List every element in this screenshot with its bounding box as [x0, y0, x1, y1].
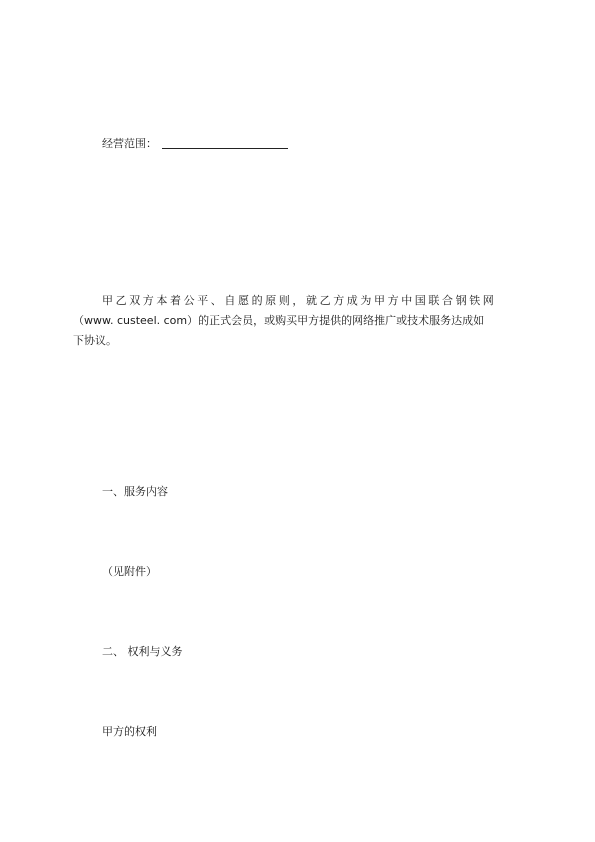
service-content-heading: 一、服务内容 — [102, 485, 168, 498]
see-attachment-note: （见附件） — [102, 565, 157, 578]
agreement-line-2: （www. custeel. com）的正式会员，或购买甲方提供的网络推广或技术服务达成如 — [73, 314, 485, 327]
agreement-paragraph — [73, 291, 528, 351]
agreement-line-1: 甲乙双方本着公平、自愿的原则，就乙方成为甲方中国联合钢铁网 — [102, 294, 497, 307]
party-a-rights-heading: 甲方的权利 — [102, 725, 157, 738]
business-scope-blank-line — [162, 148, 288, 149]
rights-obligations-heading: 二、 权利与义务 — [102, 645, 183, 658]
business-scope-label: 经营范围： — [102, 137, 157, 150]
agreement-line-3: 下协议。 — [73, 334, 117, 347]
